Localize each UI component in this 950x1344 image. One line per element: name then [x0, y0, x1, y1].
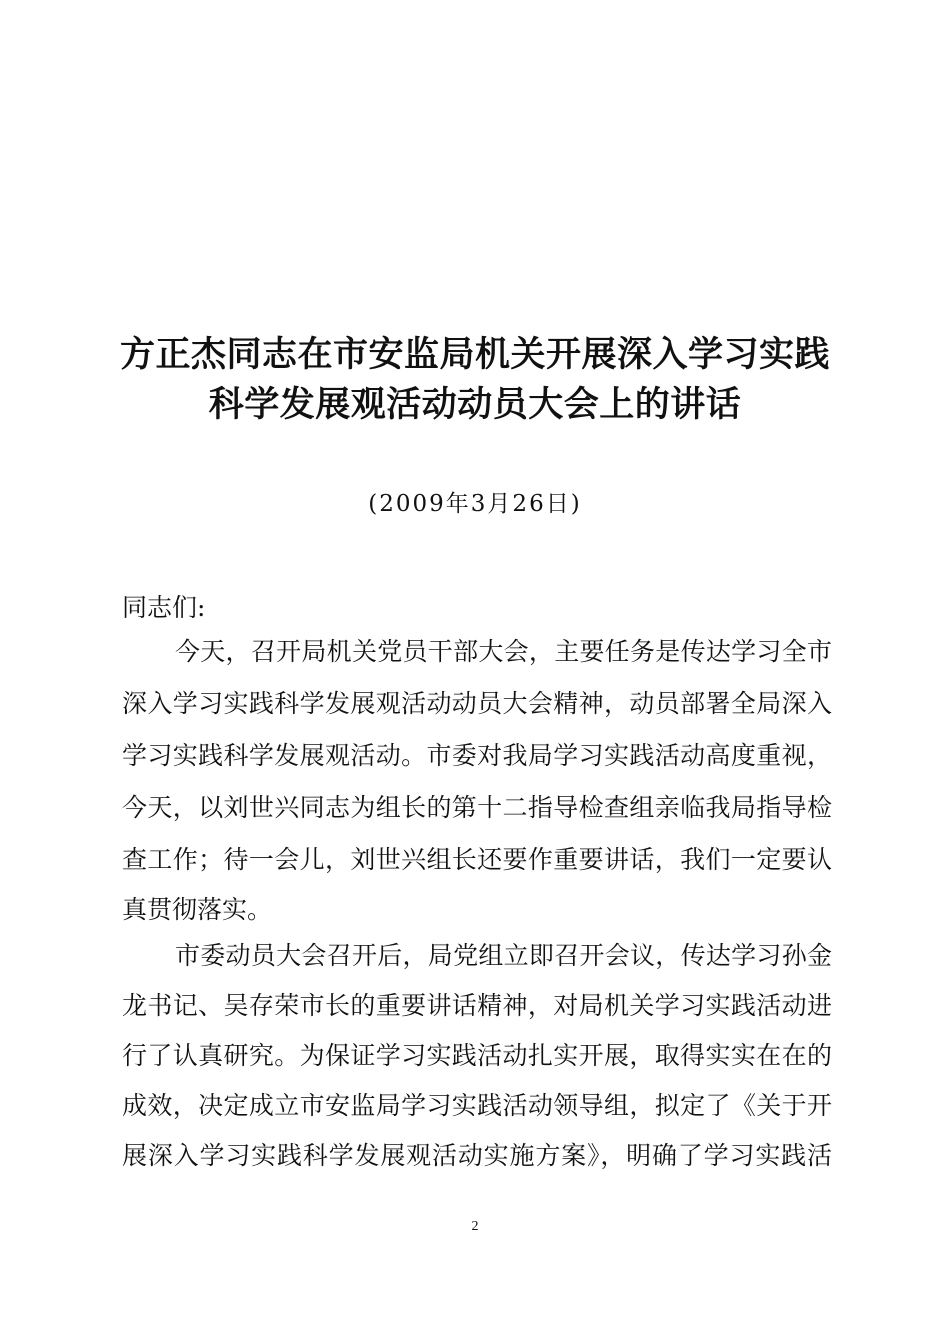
- document-title-line-1: 方正杰同志在市安监局机关开展深入学习实践: [119, 334, 830, 375]
- paragraph-line: 市委动员大会召开后，局党组立即召开会议，传达学习孙金: [175, 941, 832, 970]
- speech-date: (2009年3月26日): [368, 491, 582, 517]
- paragraph-line: 深入学习实践科学发展观活动动员大会精神，动员部署全局深入: [122, 689, 832, 718]
- paragraph-line: 真贯彻落实。: [122, 895, 273, 924]
- paragraph-line: 展深入学习实践科学发展观活动实施方案》，明确了学习实践活: [122, 1141, 832, 1170]
- paragraph-line: 今天，召开局机关党员干部大会，主要任务是传达学习全市: [175, 637, 832, 666]
- salutation: 同志们:: [122, 593, 206, 622]
- paragraph-line: 龙书记、吴存荣市长的重要讲话精神，对局机关学习实践活动进: [122, 991, 832, 1020]
- paragraph-line: 查工作；待一会儿，刘世兴组长还要作重要讲话，我们一定要认: [122, 845, 832, 874]
- page-number: 2: [471, 1219, 479, 1234]
- paragraph-line: 行了认真研究。为保证学习实践活动扎实开展，取得实实在在的: [122, 1041, 832, 1070]
- document-title-line-2: 科学发展观活动动员大会上的讲话: [208, 384, 742, 425]
- paragraph-line: 成效，决定成立市安监局学习实践活动领导组，拟定了《关于开: [122, 1091, 832, 1120]
- paragraph-line: 今天，以刘世兴同志为组长的第十二指导检查组亲临我局指导检: [122, 793, 832, 822]
- paragraph-line: 学习实践科学发展观活动。市委对我局学习实践活动高度重视，: [122, 741, 832, 770]
